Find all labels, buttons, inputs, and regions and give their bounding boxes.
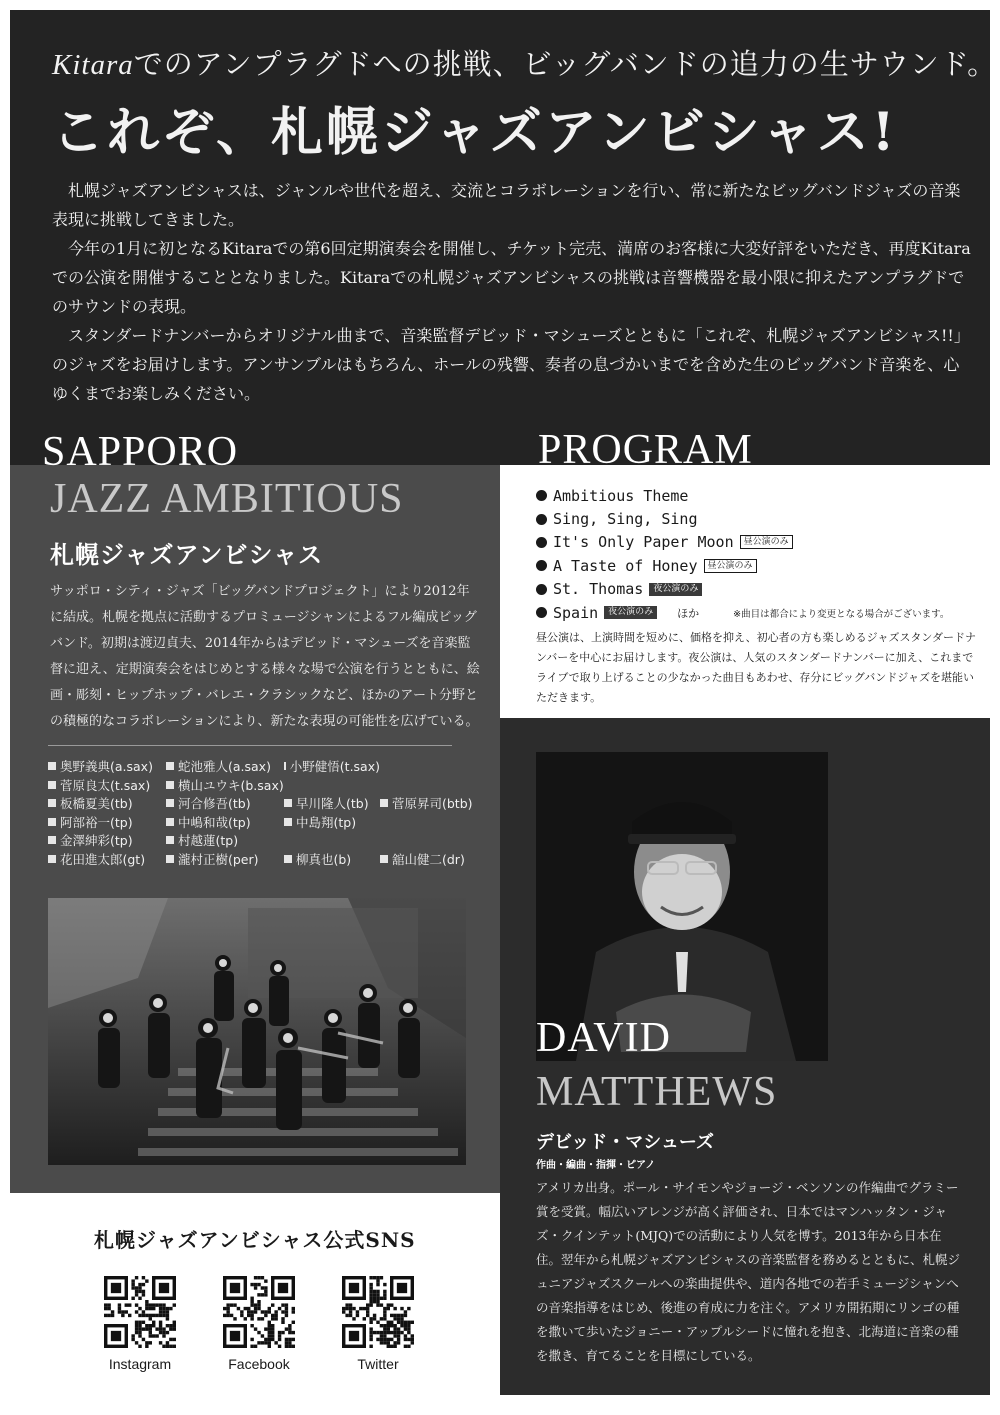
member-row bbox=[48, 813, 488, 832]
program-item bbox=[536, 507, 976, 530]
director-section bbox=[500, 718, 990, 1395]
bullet-icon bbox=[536, 514, 547, 525]
qr-code-instagram[interactable] bbox=[104, 1276, 176, 1348]
show-badge: 昼公演のみ bbox=[704, 559, 757, 573]
director-name-ja: デビッド・マシューズ bbox=[536, 1132, 715, 1153]
program-list bbox=[536, 484, 976, 624]
intro-paragraph-2: 今年の1月に初となるKitaraでの第6回定期演奏会を開催し、チケット完売、満席のお客様に大変好評をいただき、再度Kitaraでの公演を開催することとなりました。Kitaraでの札幌ジャズアンビシャスの挑戦は音響機器を最小限に抑えたアンプラグドでのサウンドの表現。 bbox=[52, 239, 971, 316]
member-name: 蛇池雅人(a.sax) bbox=[178, 759, 271, 775]
sns-title: 札幌ジャズアンビシャス公式SNS bbox=[94, 1228, 416, 1252]
director-bio: アメリカ出身。ポール・サイモンやジョージ・ベンソンの作編曲でグラミー賞を受賞。幅広いアレンジが高く評価され、日本ではマンハッタン・ジャズ・クインテット(MJQ)での活動により人気を博す。2013年から日本在住。翌年から札幌ジャズアンビシャスの音楽監督を務めるとともに、札幌ジュニアジャズスクールへの楽曲提供や、道内各地での若手ミュージシャンへの音楽指導をはじめ、後進の育成に力を注ぐ。アメリカ開拓期にリンゴの種を撒いて歩いたジョニー・アップルシードに憧れを抱き、北海道に音楽の種を撒き、育てることを目標にしている。 bbox=[536, 1180, 961, 1363]
director-name-line1: DAVID bbox=[536, 1015, 671, 1061]
sns-label-instagram: Instagram bbox=[108, 1356, 172, 1372]
square-bullet-icon bbox=[284, 855, 292, 863]
member-name: 村越蓮(tp) bbox=[178, 833, 239, 849]
program-description: 昼公演は、上演時間を短めに、価格を抑え、初心者の方も楽しめるジャズスタンダードナンバーを中心にお届けします。夜公演は、人気のスタンダードナンバーに加え、これまでライブで取り上げることの少なかった曲目もあわせ、存分にビッグバンドジャズを堪能いただきます。 bbox=[536, 631, 976, 704]
square-bullet-icon bbox=[48, 855, 56, 863]
member-item bbox=[48, 850, 166, 868]
square-bullet-icon bbox=[166, 818, 174, 826]
square-bullet-icon bbox=[48, 818, 56, 826]
bullet-icon bbox=[536, 560, 547, 571]
square-bullet-icon bbox=[48, 781, 56, 789]
member-item bbox=[380, 850, 480, 868]
headline: これぞ、札幌ジャズアンビシャス! bbox=[52, 102, 898, 163]
program-item-title: St. Thomas bbox=[553, 580, 644, 599]
program-title: PROGRAM bbox=[538, 427, 753, 473]
band-photo bbox=[48, 898, 466, 1165]
band-title-line1: SAPPORO bbox=[42, 429, 239, 475]
show-badge: 夜公演のみ bbox=[604, 606, 657, 619]
square-bullet-icon bbox=[48, 836, 56, 844]
square-bullet-icon bbox=[284, 818, 292, 826]
divider bbox=[48, 745, 452, 746]
sns-label-twitter: Twitter bbox=[357, 1356, 399, 1372]
bullet-icon bbox=[536, 537, 547, 548]
program-note: ※曲目は都合により変更となる場合がございます。 bbox=[733, 608, 950, 620]
member-name: 舘山健二(dr) bbox=[392, 851, 465, 867]
member-item bbox=[48, 794, 166, 812]
member-item bbox=[166, 831, 284, 849]
member-name: 花田進太郎(gt) bbox=[60, 851, 146, 867]
director-name-line2: MATTHEWS bbox=[536, 1069, 778, 1115]
member-name: 金澤紳彩(tp) bbox=[60, 833, 133, 849]
member-name: 板橋夏美(tb) bbox=[60, 796, 133, 812]
member-item bbox=[166, 813, 284, 831]
square-bullet-icon bbox=[48, 762, 56, 770]
member-name: 阿部裕一(tp) bbox=[60, 814, 133, 830]
member-name: 中島翔(tp) bbox=[296, 814, 357, 830]
square-bullet-icon bbox=[166, 799, 174, 807]
square-bullet-icon bbox=[380, 799, 388, 807]
member-name: 菅原昇司(btb) bbox=[392, 796, 473, 812]
program-item bbox=[536, 531, 976, 554]
member-item bbox=[166, 776, 284, 794]
program-item bbox=[536, 578, 976, 601]
member-item bbox=[284, 813, 380, 831]
member-item bbox=[284, 757, 380, 775]
band-section bbox=[10, 465, 500, 1193]
member-row bbox=[48, 794, 488, 813]
program-item-title: Ambitious Theme bbox=[553, 486, 689, 505]
member-item bbox=[380, 794, 480, 812]
qr-code-icon bbox=[104, 1276, 176, 1348]
program-item bbox=[536, 484, 976, 507]
member-item bbox=[166, 850, 284, 868]
band-photo-image bbox=[48, 898, 466, 1165]
member-name: 早川隆人(tb) bbox=[296, 796, 369, 812]
bullet-icon bbox=[536, 584, 547, 595]
square-bullet-icon bbox=[284, 762, 286, 770]
member-row bbox=[48, 850, 488, 869]
member-item bbox=[284, 850, 380, 868]
qr-code-icon bbox=[342, 1276, 414, 1348]
program-item-title: Spain bbox=[553, 603, 599, 622]
show-badge: 昼公演のみ bbox=[740, 535, 793, 549]
program-item-title: It's Only Paper Moon bbox=[553, 533, 734, 552]
member-item bbox=[284, 794, 380, 812]
square-bullet-icon bbox=[166, 836, 174, 844]
intro-text bbox=[52, 176, 972, 408]
director-roles: 作曲・編曲・指揮・ピアノ bbox=[536, 1160, 656, 1171]
qr-code-icon bbox=[223, 1276, 295, 1348]
square-bullet-icon bbox=[166, 781, 174, 789]
bullet-icon bbox=[536, 607, 547, 618]
member-name: 中嶋和哉(tp) bbox=[178, 814, 251, 830]
member-row bbox=[48, 776, 488, 795]
qr-code-facebook[interactable] bbox=[223, 1276, 295, 1348]
member-list bbox=[48, 757, 488, 868]
program-item bbox=[536, 554, 976, 577]
intro-section bbox=[10, 10, 998, 465]
member-item bbox=[166, 757, 284, 775]
program-item bbox=[536, 601, 976, 624]
bullet-icon bbox=[536, 490, 547, 501]
program-item-title: A Taste of Honey bbox=[553, 556, 698, 575]
program-item-title: Sing, Sing, Sing bbox=[553, 510, 698, 529]
square-bullet-icon bbox=[166, 855, 174, 863]
square-bullet-icon bbox=[166, 762, 174, 770]
band-title-line2: JAZZ AMBITIOUS bbox=[50, 476, 404, 522]
member-name: 瀧村正樹(per) bbox=[178, 851, 259, 867]
member-item bbox=[48, 757, 166, 775]
square-bullet-icon bbox=[48, 799, 56, 807]
show-badge: 夜公演のみ bbox=[649, 583, 702, 596]
member-item bbox=[48, 831, 166, 849]
intro-paragraph-1: 札幌ジャズアンビシャスは、ジャンルや世代を超え、交流とコラボレーションを行い、常に新たなビッグバンドジャズの音楽表現に挑戦してきました。 bbox=[52, 181, 961, 229]
member-name: 河合修吾(tb) bbox=[178, 796, 251, 812]
square-bullet-icon bbox=[284, 799, 292, 807]
member-name: 横山ユウキ(b.sax) bbox=[178, 777, 284, 793]
tagline-text: でのアンプラグドへの挑戦、ビッグバンドの追力の生サウンド。 bbox=[133, 47, 998, 81]
tagline-kitara: Kitara bbox=[52, 49, 134, 81]
sns-label-facebook: Facebook bbox=[228, 1356, 290, 1372]
qr-code-twitter[interactable] bbox=[342, 1276, 414, 1348]
member-name: 小野健悟(t.sax) bbox=[289, 759, 380, 775]
member-name: 柳真也(b) bbox=[296, 851, 352, 867]
band-name-ja: 札幌ジャズアンビシャス bbox=[50, 540, 324, 569]
band-description: サッポロ・シティ・ジャズ「ビッグバンドプロジェクト」により2012年に結成。札幌を拠点に活動するプロミュージシャンによるフル編成ビッグバンド。初期は渡辺貞夫、2014年からはデビッド・マシューズを音楽監督に迎え、定期演奏会をはじめとする様々な場で公演を行うとともに、絵画・彫刻・ヒップホップ・バレエ・クラシックなど、ほかのアート分野との積極的なコラボレーションにより、新たな表現の可能性を広げている。 bbox=[50, 584, 480, 729]
member-name: 菅原良太(t.sax) bbox=[60, 777, 151, 793]
member-name: 奥野義典(a.sax) bbox=[60, 759, 153, 775]
program-etc: ほか bbox=[677, 606, 700, 620]
tagline bbox=[52, 42, 997, 83]
member-row bbox=[48, 831, 488, 850]
member-row bbox=[48, 757, 488, 776]
square-bullet-icon bbox=[380, 855, 388, 863]
intro-paragraph-3: スタンダードナンバーからオリジナル曲まで、音楽監督デビッド・マシューズとともに「これぞ、札幌ジャズアンビシャス!!」のジャズをお届けします。アンサンブルはもちろん、ホールの残響、奏者の息づかいまでを含めた生のビッグバンド音楽を、心ゆくまでお楽しみください。 bbox=[52, 326, 970, 403]
member-item bbox=[166, 794, 284, 812]
member-item bbox=[48, 813, 166, 831]
member-item bbox=[48, 776, 166, 794]
